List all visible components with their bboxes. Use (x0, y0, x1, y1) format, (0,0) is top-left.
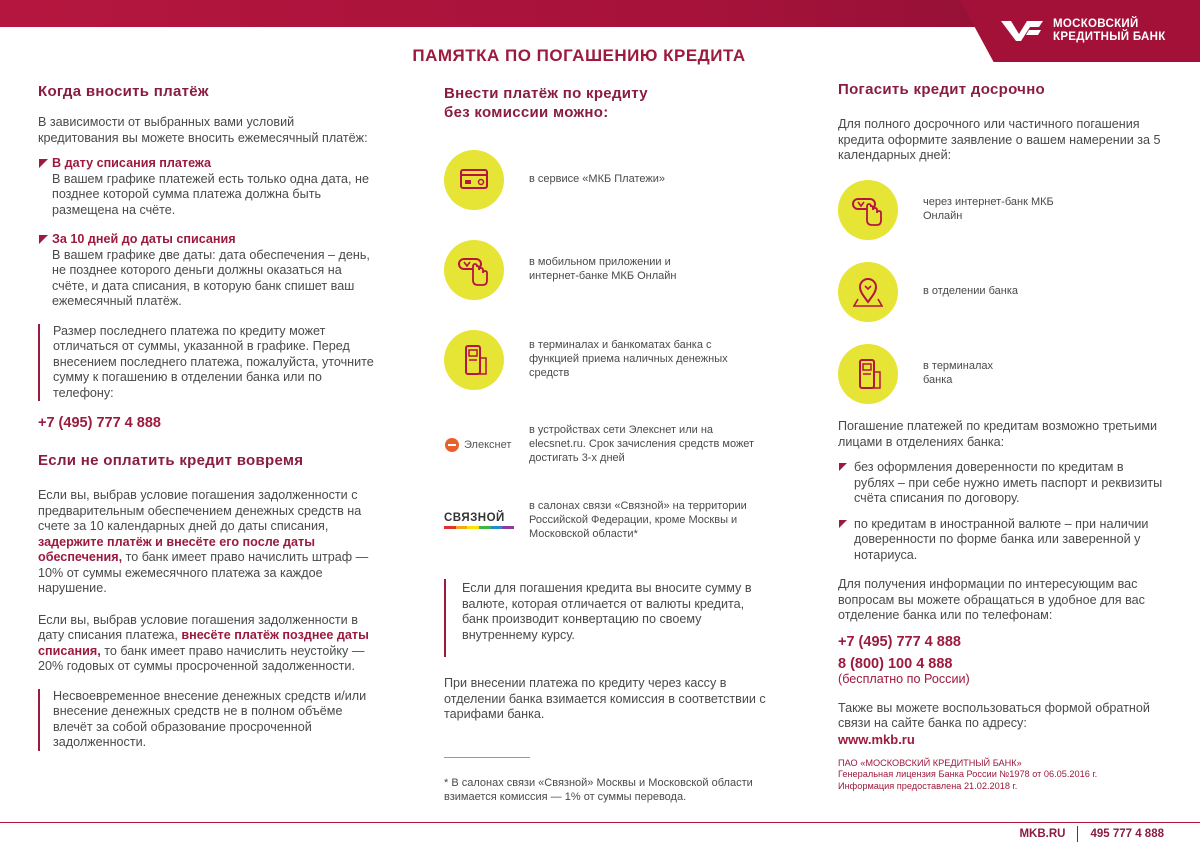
late-case2 (38, 613, 378, 675)
option1-title: В дату списания платежа (38, 156, 378, 172)
footnote-divider (444, 757, 530, 758)
late-case1 (38, 488, 378, 597)
option2-title: За 10 дней до даты списания (38, 232, 378, 248)
card-icon (444, 150, 504, 210)
terminal-icon (444, 330, 504, 390)
late-payment-heading: Если не оплатить кредит вовремя (38, 452, 304, 469)
method-eleksnet[interactable] (444, 424, 764, 465)
early-method-label: через интернет-банк МКБ Онлайн (923, 196, 1054, 222)
terminal-icon (838, 344, 898, 404)
feedback-text: Также вы можете воспользоваться формой обратной связи на сайте банка по адресу: (838, 700, 1150, 730)
legal-date: Информация предоставлена 21.02.2018 г. (838, 780, 1018, 791)
footer-phone[interactable]: 495 777 4 888 (1090, 828, 1164, 840)
phone-number[interactable]: +7 (495) 777 4 888 (38, 415, 161, 431)
late-case2-text-b: то банк имеет право начислить неустойку — 20% годовых от суммы просроченной задолженности. (38, 643, 365, 673)
brand-line1: МОСКОВСКИЙ (1053, 18, 1139, 30)
late-case1-text-a: Если вы, выбрав условие погашения задолженности с предварительным обеспечением денежных средств на счете за 10 календарных дней до даты списания, (38, 488, 362, 533)
eleksnet-brand: Элекснет (464, 438, 512, 451)
hand-tap-icon (444, 240, 504, 300)
page-title: ПАМЯТКА ПО ПОГАШЕНИЮ КРЕДИТА (412, 46, 746, 65)
column-early-repayment (838, 80, 1164, 164)
third-party-foreign: по кредитам в иностранной валюте – при наличии доверенности по форме банка или заверенной у нотариуса. (838, 517, 1164, 564)
third-party-intro: Погашение платежей по кредитам возможно третьими лицами в отделениях банка: (838, 419, 1158, 449)
site-link[interactable]: www.mkb.ru (838, 731, 915, 747)
method-svyaznoy[interactable] (444, 500, 769, 541)
bank-logo[interactable] (999, 18, 1166, 44)
currency-note: Если для погашения кредита вы вносите сумму в валюте, которая отличается от валюты кредита, банк производит конвертацию по своему внутреннему курсу. (444, 579, 764, 657)
legal-name: ПАО «МОСКОВСКИЙ КРЕДИТНЫЙ БАНК» (838, 757, 1022, 768)
method-terminals[interactable] (444, 330, 759, 390)
svyaznoy-logo (444, 506, 516, 536)
phone-moscow[interactable]: +7 (495) 777 4 888 (838, 633, 961, 650)
svyaznoy-brand: СВЯЗНОЙ (444, 512, 505, 525)
early-method-branch[interactable] (838, 262, 1023, 322)
method-mobile-app[interactable] (444, 240, 719, 300)
eleksnet-logo (444, 430, 516, 460)
method-label: в сервисе «МКБ Платежи» (529, 173, 665, 186)
early-repay-intro: Для полного досрочного или частичного погашения кредита оформите заявление о вашем намерении за 5 календарных дней: (838, 117, 1161, 162)
phone-free-note: (бесплатно по России) (838, 671, 970, 686)
early-method-label: в отделении банка (923, 285, 1018, 298)
early-method-label: в терминалах банка (923, 360, 993, 386)
eleksnet-mark-icon (444, 437, 460, 453)
late-case2-text-a: Если вы, выбрав условие погашения задолженности в дату списания платежа, (38, 612, 358, 642)
method-label: в мобильном приложении и интернет-банке МКБ Онлайн (529, 256, 677, 282)
third-party-section (838, 419, 1164, 792)
third-party-rub: без оформления доверенности по кредитам в рублях – при себе нужно иметь паспорт и реквизиты счёта списания по договору. (838, 460, 1164, 507)
footer-divider (0, 822, 1200, 823)
early-method-online[interactable] (838, 180, 1063, 240)
footer (1019, 826, 1164, 842)
option1-text: В вашем графике платежей есть только одна дата, не позднее которой сумма платежа должна быть размещена на счёте. (52, 171, 369, 217)
option2-text: В вашем графике две даты: дата обеспечения – день, не позднее которого деньги должны оказаться на счёте, и дата списания, в которую банк спишет ваш ежемесячный платёж. (52, 247, 370, 308)
early-repay-heading: Погасить кредит досрочно (838, 81, 1046, 98)
brand-line2: КРЕДИТНЫЙ БАНК (1053, 31, 1166, 43)
method-mkb-payments[interactable] (444, 150, 779, 210)
no-fee-heading-line1: Внести платёж по кредиту (444, 85, 648, 102)
hand-tap-icon (838, 180, 898, 240)
late-case1-text-b: то банк имеет право начислить штраф —10% от суммы ежемесячного платежа за каждое нарушение. (38, 550, 369, 595)
contact-info: Для получения информации по интересующим вас вопросам вы можете обращаться в удобное для вас отделение банка или по телефонам: (838, 577, 1145, 622)
no-fee-heading-line2: без комиссии можно: (444, 104, 609, 121)
mkb-logo-icon (999, 18, 1045, 44)
legal-license: Генеральная лицензия Банка России №1978 от 06.05.2016 г. (838, 769, 1098, 779)
overdue-note: Несвоевременное внесение денежных средств и/или внесение денежных средств не в полном объёме влечёт за собой образование просроченной задолженности. (38, 689, 378, 751)
footer-site-link[interactable]: MKB.RU (1019, 828, 1066, 840)
footnote: * В салонах связи «Связной» Москвы и Московской области взимается комиссия — 1% от суммы перевода. (444, 777, 753, 803)
method-label: в устройствах сети Элекснет или на elecsnet.ru. Срок зачисления средств может достигать 3-х дней (529, 424, 755, 464)
last-payment-note: Размер последнего платежа по кредиту может отличаться от суммы, указанной в графике. Перед внесением последнего платежа, пожалуйста, уточните сумму к погашению в отделении банка или по телефону: (38, 324, 378, 402)
map-pin-icon (838, 262, 898, 322)
cash-fee-note: При внесении платежа по кредиту через кассу в отделении банка взимается комиссия в соответствии с тарифами банка. (444, 676, 766, 721)
when-to-pay-intro: В зависимости от выбранных вами условий кредитования вы можете вносить ежемесячный платёж: (38, 115, 368, 145)
late-case2-highlight: внесёте платёж позднее даты списания, (38, 628, 369, 658)
when-to-pay-heading: Когда вносить платёж (38, 83, 209, 100)
column-pay-without-fee (444, 80, 789, 122)
phone-free[interactable]: 8 (800) 100 4 888 (838, 655, 953, 672)
svyaznoy-stripes (444, 526, 514, 529)
footer-separator (1077, 826, 1078, 842)
late-case1-highlight: задержите платёж и внесёте его после даты обеспечения, (38, 534, 315, 564)
method-label: в салонах связи «Связной» на территории Российской Федерации, кроме Москвы и Московской области* (529, 500, 747, 540)
method-label: в терминалах и банкоматах банка с функцией приема наличных денежных средств (529, 339, 728, 379)
column-when-to-pay (38, 80, 378, 751)
early-method-terminals[interactable] (838, 344, 1023, 404)
